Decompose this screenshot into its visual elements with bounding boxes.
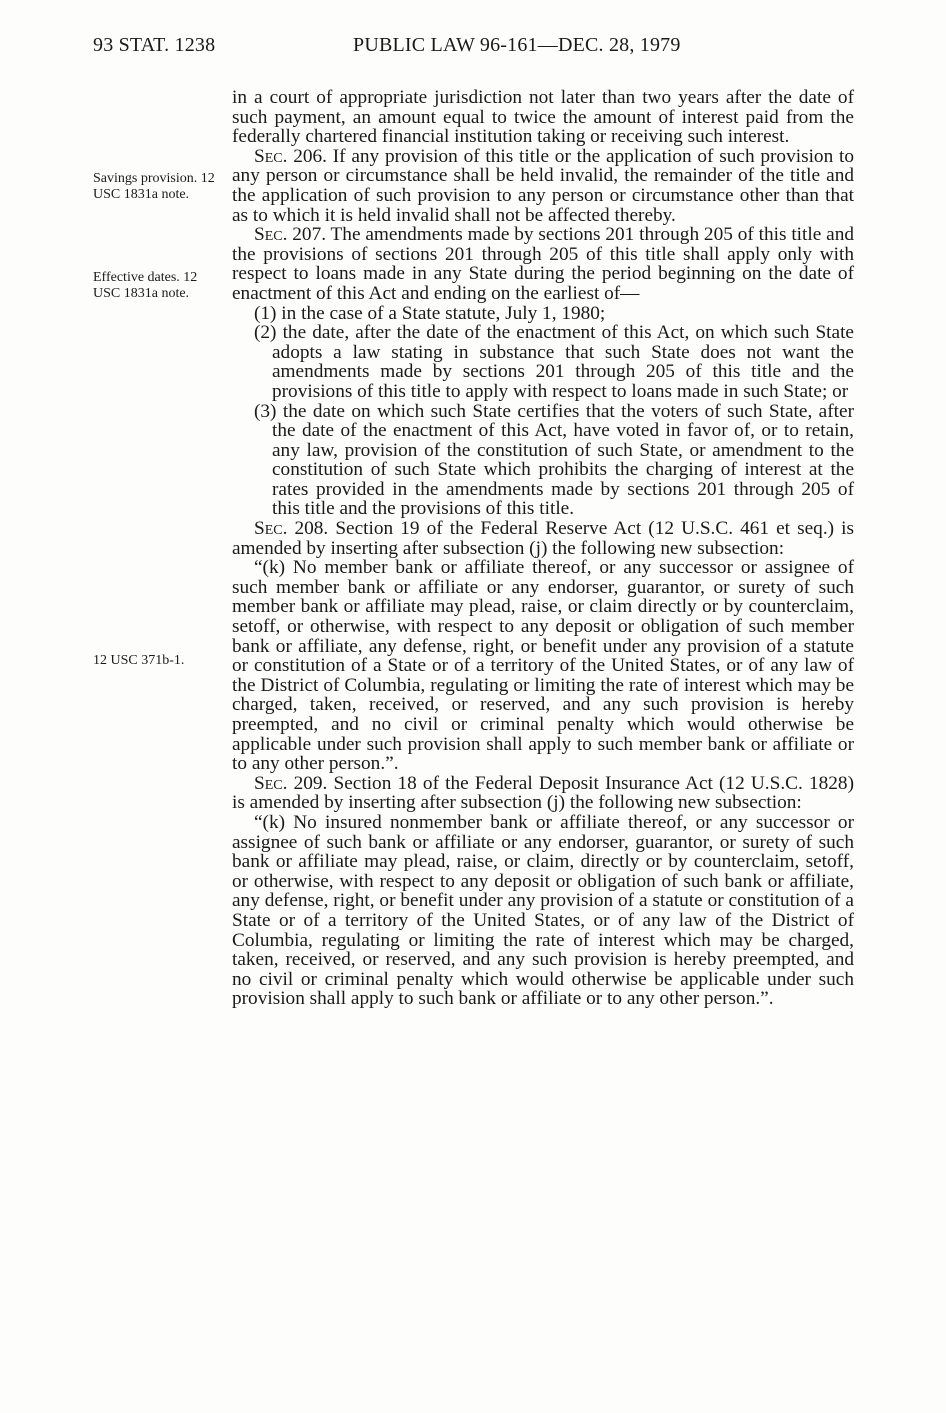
quoted-subsection-209k: “(k) No insured nonmember bank or affiliate thereof, or any successor or assignee of such bank or affiliate or any endorser, guarantor, or surety of such bank or affiliate may plead, raise, or claim, directly or by counterclaim, setoff, or otherwise, with respect to any deposit or obligation of such bank or affiliate, any defense, right, or benefit under any provision of a statute or constitution of a State or of a territory of the United States, or of any law of the District of Columbia, regulating or limiting the rate of interest which may be charged, taken, received, or reserved, and any such provision is hereby preempted, and no civil or criminal penalty which would otherwise be applicable under such provision shall apply to such bank or affiliate or to any other person.”.: [232, 811, 854, 1010]
section-206: [232, 147, 854, 225]
section-label: Sec.: [254, 772, 288, 794]
continuation-paragraph: in a court of appropriate jurisdiction not later than two years after the date of such payment, an amount equal to twice the amount of interest paid from the federally chartered financial institution taking or receiving such interest.: [232, 87, 854, 148]
section-label: Sec.: [254, 224, 288, 246]
list-item-2: (2) the date, after the date of the enactment of this Act, on which such State adopts a law stating in substance that such State does not want the amendments made by sections 201 through 205 of this title and the provisions of this title to apply with respect to loans made in such State; or: [254, 322, 854, 402]
margin-note-usc-371b: 12 USC 371b-1.: [93, 653, 185, 668]
section-text: 207. The amendments made by sections 201 through 205 of this title and the provisions of sections 201 through 205 of this title shall apply only with respect to loans made in any State during the period beginning on the date of enactment of this Act and ending on the earliest of—: [232, 224, 854, 304]
margin-note-savings-provision: Savings provision. 12 USC 1831a note.: [93, 171, 215, 202]
section-text: 209. Section 18 of the Federal Deposit Insurance Act (12 U.S.C. 1828) is amended by inserting after subsection (j) the following new subsection:: [232, 772, 854, 814]
section-label: Sec.: [254, 145, 288, 167]
statute-body: [232, 88, 854, 1009]
section-207: [232, 225, 854, 303]
section-text: 208. Section 19 of the Federal Reserve Act (12 U.S.C. 461 et seq.) is amended by inserting after subsection (j) the following new subsection:: [232, 518, 854, 559]
quoted-subsection-208k: “(k) No member bank or affiliate thereof, or any successor or assignee of such member bank or affiliate or any endorser, guarantor, or surety of such member bank or affiliate may plead, raise, or claim directly or by counterclaim, setoff, or otherwise, with respect to any deposit or obligation of such member bank or affiliate, any defense, right, or benefit under any provision of a statute or constitution of a State or of a territory of the United States, or of any law of the District of Columbia, regulating or limiting the rate of interest which may be charged, taken, received, or reserved, and any such provision is hereby preempted, and no civil or criminal penalty which would otherwise be applicable under such provision shall apply to such member bank or affiliate or to any other person.”.: [232, 557, 854, 775]
public-law-title: PUBLIC LAW 96-161—DEC. 28, 1979: [353, 34, 681, 56]
margin-note-effective-dates: Effective dates. 12 USC 1831a note.: [93, 270, 198, 301]
statute-page-number: 93 STAT. 1238: [93, 34, 216, 56]
list-item-3: (3) the date on which such State certifies that the voters of such State, after the date of the enactment of this Act, have voted in favor of, or to retain, any law, provision of the constitution of such State, or amendment to the constitution of such State which prohibits the charging of interest at the rates provided in the amendments made by sections 201 through 205 of this title and the provisions of this title.: [254, 400, 854, 520]
section-text: 206. If any provision of this title or the application of such provision to any person or circumstance shall be held invalid, the remainder of the title and the application of such provision to any person or circumstance other than that as to which it is held invalid shall not be affected thereby.: [232, 145, 854, 226]
list-item-1: (1) in the case of a State statute, July 1, 1980;: [254, 302, 606, 324]
section-209: [232, 774, 854, 813]
section-label: Sec.: [254, 518, 288, 540]
section-208: [232, 519, 854, 558]
